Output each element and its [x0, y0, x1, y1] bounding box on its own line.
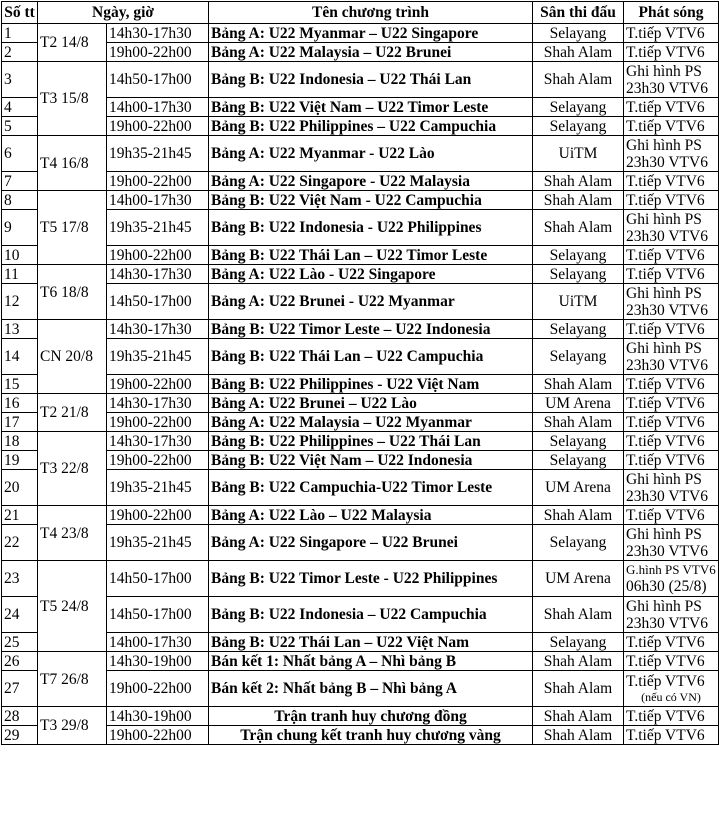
venue-cell: UM Arena [533, 561, 624, 597]
row-number: 13 [2, 320, 38, 339]
date-cell: T7 26/8 [38, 652, 107, 707]
venue-cell: Selayang [533, 98, 624, 117]
broadcast-line: T.tiếp VTV6 [626, 394, 705, 412]
date-cell: T2 21/8 [38, 394, 107, 432]
row-number: 18 [2, 432, 38, 451]
time-cell: 14h30-17h30 [107, 394, 209, 413]
row-number: 15 [2, 375, 38, 394]
program-cell: Bảng B: U22 Timor Leste – U22 Indonesia [209, 320, 533, 339]
table-row [2, 451, 719, 470]
row-number: 6 [2, 136, 38, 172]
program-cell: Trận chung kết tranh huy chương vàng [209, 726, 533, 745]
table-row [2, 210, 719, 246]
broadcast-line: T.tiếp VTV6 [626, 172, 705, 190]
table-row [2, 339, 719, 375]
row-number: 23 [2, 561, 38, 597]
row-number: 26 [2, 652, 38, 671]
time-cell: 19h00-22h00 [107, 375, 209, 394]
row-number: 22 [2, 525, 38, 561]
broadcast-line: Ghi hình PS [626, 339, 702, 357]
broadcast-cell [624, 432, 719, 451]
row-number: 8 [2, 191, 38, 210]
time-cell: 19h00-22h00 [107, 506, 209, 525]
broadcast-line: 23h30 VTV6 [626, 542, 708, 560]
date-cell: T3 15/8 [38, 62, 107, 136]
broadcast-cell [624, 191, 719, 210]
date-cell: T2 14/8 [38, 24, 107, 62]
program-cell: Bảng A: U22 Brunei - U22 Myanmar [209, 284, 533, 320]
table-row [2, 136, 719, 172]
row-number: 2 [2, 43, 38, 62]
broadcast-line: 23h30 VTV6 [626, 614, 708, 632]
row-number: 24 [2, 597, 38, 633]
venue-cell: Shah Alam [533, 726, 624, 745]
date-cell: T3 22/8 [38, 432, 107, 506]
broadcast-line: T.tiếp VTV6 [626, 375, 705, 393]
row-number: 17 [2, 413, 38, 432]
row-number: 29 [2, 726, 38, 745]
date-cell: T4 16/8 [38, 136, 107, 191]
table-row [2, 191, 719, 210]
table-row [2, 413, 719, 432]
broadcast-line: T.tiếp VTV6 [626, 652, 705, 670]
time-cell: 14h30-19h00 [107, 652, 209, 671]
broadcast-cell [624, 597, 719, 633]
row-number: 9 [2, 210, 38, 246]
time-cell: 14h00-17h30 [107, 191, 209, 210]
table-row [2, 284, 719, 320]
venue-cell: Selayang [533, 432, 624, 451]
table-row [2, 43, 719, 62]
program-cell: Bán kết 2: Nhất bảng B – Nhì bảng A [209, 671, 533, 707]
time-cell: 19h00-22h00 [107, 726, 209, 745]
broadcast-cell [624, 265, 719, 284]
broadcast-cell [624, 451, 719, 470]
venue-cell: Shah Alam [533, 62, 624, 98]
program-cell: Bảng A: U22 Malaysia – U22 Myanmar [209, 413, 533, 432]
broadcast-line: T.tiếp VTV6 [626, 451, 705, 469]
program-cell: Bảng B: U22 Philippines – U22 Campuchia [209, 117, 533, 136]
program-cell: Bảng B: U22 Thái Lan – U22 Việt Nam [209, 633, 533, 652]
broadcast-cell [624, 24, 719, 43]
venue-cell: Selayang [533, 265, 624, 284]
date-cell: T5 17/8 [38, 191, 107, 265]
broadcast-cell [624, 633, 719, 652]
program-cell: Bảng A: U22 Lào – U22 Malaysia [209, 506, 533, 525]
broadcast-cell [624, 652, 719, 671]
date-cell: CN 20/8 [38, 320, 107, 394]
time-cell: 14h50-17h00 [107, 561, 209, 597]
date-cell: T6 18/8 [38, 265, 107, 320]
program-cell: Bảng A: U22 Singapore – U22 Brunei [209, 525, 533, 561]
table-row [2, 172, 719, 191]
program-cell: Bảng B: U22 Indonesia – U22 Campuchia [209, 597, 533, 633]
broadcast-cell [624, 246, 719, 265]
venue-cell: Selayang [533, 525, 624, 561]
venue-cell: Shah Alam [533, 375, 624, 394]
time-cell: 19h35-21h45 [107, 525, 209, 561]
venue-cell: Shah Alam [533, 413, 624, 432]
broadcast-cell [624, 707, 719, 726]
row-number: 1 [2, 24, 38, 43]
broadcast-line: Ghi hình PS [626, 210, 702, 228]
row-number: 16 [2, 394, 38, 413]
row-number: 5 [2, 117, 38, 136]
broadcast-line: Ghi hình PS [626, 284, 702, 302]
time-cell: 14h50-17h00 [107, 597, 209, 633]
header-no: Số tt [2, 2, 38, 24]
broadcast-line: 23h30 VTV6 [626, 301, 708, 319]
broadcast-cell [624, 172, 719, 191]
broadcast-line: T.tiếp VTV6 [626, 432, 705, 450]
table-row [2, 633, 719, 652]
row-number: 7 [2, 172, 38, 191]
row-number: 3 [2, 62, 38, 98]
venue-cell: Selayang [533, 24, 624, 43]
venue-cell: UM Arena [533, 470, 624, 506]
broadcast-cell [624, 210, 719, 246]
broadcast-line: 23h30 VTV6 [626, 79, 708, 97]
broadcast-cell [624, 726, 719, 745]
table-row [2, 432, 719, 451]
venue-cell: Shah Alam [533, 671, 624, 707]
header-venue: Sân thi đấu [533, 2, 624, 24]
row-number: 12 [2, 284, 38, 320]
venue-cell: Shah Alam [533, 597, 624, 633]
program-cell: Bảng A: U22 Brunei – U22 Lào [209, 394, 533, 413]
broadcast-cell [624, 671, 719, 707]
row-number: 10 [2, 246, 38, 265]
broadcast-cell [624, 413, 719, 432]
broadcast-cell [624, 525, 719, 561]
time-cell: 14h30-17h30 [107, 320, 209, 339]
broadcast-cell [624, 98, 719, 117]
time-cell: 14h30-17h30 [107, 265, 209, 284]
venue-cell: UiTM [533, 284, 624, 320]
row-number: 11 [2, 265, 38, 284]
schedule-body [2, 24, 719, 745]
table-row [2, 394, 719, 413]
row-number: 28 [2, 707, 38, 726]
table-row [2, 62, 719, 98]
broadcast-line: Ghi hình PS [626, 597, 702, 615]
program-cell: Bảng A: U22 Malaysia – U22 Brunei [209, 43, 533, 62]
time-cell: 19h35-21h45 [107, 136, 209, 172]
table-row [2, 117, 719, 136]
broadcast-cell [624, 117, 719, 136]
broadcast-line: Ghi hình PS [626, 62, 702, 80]
venue-cell: UM Arena [533, 394, 624, 413]
time-cell: 19h00-22h00 [107, 117, 209, 136]
broadcast-cell [624, 320, 719, 339]
broadcast-line: (nếu có VN) [641, 689, 701, 704]
row-number: 27 [2, 671, 38, 707]
broadcast-line: T.tiếp VTV6 [626, 246, 705, 264]
broadcast-cell [624, 43, 719, 62]
broadcast-line: T.tiếp VTV6 [626, 43, 705, 61]
table-row [2, 726, 719, 745]
table-row [2, 525, 719, 561]
broadcast-line: 23h30 VTV6 [626, 153, 708, 171]
time-cell: 14h50-17h00 [107, 62, 209, 98]
venue-cell: Shah Alam [533, 172, 624, 191]
venue-cell: Shah Alam [533, 191, 624, 210]
table-row [2, 652, 719, 671]
table-row [2, 375, 719, 394]
broadcast-line: Ghi hình PS [626, 525, 702, 543]
broadcast-cell [624, 136, 719, 172]
time-cell: 19h35-21h45 [107, 339, 209, 375]
broadcast-line: 23h30 VTV6 [626, 487, 708, 505]
broadcast-cell [624, 375, 719, 394]
program-cell: Bảng B: U22 Indonesia – U22 Thái Lan [209, 62, 533, 98]
program-cell: Bảng B: U22 Philippines - U22 Việt Nam [209, 375, 533, 394]
broadcast-cell [624, 470, 719, 506]
time-cell: 14h00-17h30 [107, 633, 209, 652]
time-cell: 14h30-19h00 [107, 707, 209, 726]
broadcast-cell [624, 339, 719, 375]
program-cell: Bảng B: U22 Việt Nam – U22 Timor Leste [209, 98, 533, 117]
time-cell: 19h35-21h45 [107, 470, 209, 506]
broadcast-line: 23h30 VTV6 [626, 227, 708, 245]
venue-cell: Selayang [533, 320, 624, 339]
broadcast-cell [624, 62, 719, 98]
program-cell: Bảng B: U22 Timor Leste - U22 Philippines [209, 561, 533, 597]
program-cell: Bảng B: U22 Thái Lan – U22 Campuchia [209, 339, 533, 375]
table-row [2, 24, 719, 43]
table-row [2, 320, 719, 339]
program-cell: Bảng B: U22 Thái Lan – U22 Timor Leste [209, 246, 533, 265]
program-cell: Bảng A: U22 Singapore - U22 Malaysia [209, 172, 533, 191]
row-number: 21 [2, 506, 38, 525]
program-cell: Bảng A: U22 Lào - U22 Singapore [209, 265, 533, 284]
broadcast-line: T.tiếp VTV6 [626, 98, 705, 116]
table-row [2, 470, 719, 506]
program-cell: Bảng A: U22 Myanmar - U22 Lào [209, 136, 533, 172]
row-number: 20 [2, 470, 38, 506]
time-cell: 19h00-22h00 [107, 413, 209, 432]
broadcast-line: 06h30 (25/8) [626, 578, 707, 595]
broadcast-cell [624, 506, 719, 525]
venue-cell: Shah Alam [533, 506, 624, 525]
date-cell: T3 29/8 [38, 707, 107, 745]
venue-cell: Selayang [533, 117, 624, 136]
table-row [2, 561, 719, 597]
program-cell: Bảng B: U22 Campuchia-U22 Timor Leste [209, 470, 533, 506]
broadcast-line: G.hình PS VTV6 [626, 562, 716, 577]
broadcast-line: T.tiếp VTV6 [626, 24, 705, 42]
date-cell: T4 23/8 [38, 506, 107, 561]
table-row [2, 707, 719, 726]
venue-cell: Shah Alam [533, 43, 624, 62]
broadcast-cell [624, 561, 719, 597]
row-number: 14 [2, 339, 38, 375]
venue-cell: Shah Alam [533, 210, 624, 246]
time-cell: 19h00-22h00 [107, 671, 209, 707]
venue-cell: Selayang [533, 633, 624, 652]
table-row [2, 98, 719, 117]
venue-cell: Selayang [533, 339, 624, 375]
table-row [2, 597, 719, 633]
broadcast-line: T.tiếp VTV6 [626, 707, 705, 725]
time-cell: 19h35-21h45 [107, 210, 209, 246]
venue-cell: Selayang [533, 451, 624, 470]
time-cell: 14h50-17h00 [107, 284, 209, 320]
header-date: Ngày, giờ [38, 2, 209, 24]
table-row [2, 265, 719, 284]
header-row [2, 2, 719, 24]
time-cell: 14h00-17h30 [107, 98, 209, 117]
table-row [2, 506, 719, 525]
broadcast-line: T.tiếp VTV6 [626, 117, 705, 135]
time-cell: 14h30-17h30 [107, 432, 209, 451]
venue-cell: UiTM [533, 136, 624, 172]
broadcast-line: 23h30 VTV6 [626, 356, 708, 374]
program-cell: Trận tranh huy chương đồng [209, 707, 533, 726]
broadcast-line: T.tiếp VTV6 [626, 633, 705, 651]
broadcast-line: T.tiếp VTV6 [626, 320, 705, 338]
program-cell: Bảng B: U22 Philippines – U22 Thái Lan [209, 432, 533, 451]
header-program: Tên chương trình [209, 2, 533, 24]
row-number: 25 [2, 633, 38, 652]
date-cell: T5 24/8 [38, 561, 107, 652]
broadcast-line: T.tiếp VTV6 [626, 191, 705, 209]
broadcast-line: Ghi hình PS [626, 470, 702, 488]
broadcast-line: T.tiếp VTV6 [626, 265, 705, 283]
program-cell: Bán kết 1: Nhất bảng A – Nhì bảng B [209, 652, 533, 671]
time-cell: 19h00-22h00 [107, 172, 209, 191]
time-cell: 19h00-22h00 [107, 43, 209, 62]
time-cell: 19h00-22h00 [107, 451, 209, 470]
row-number: 19 [2, 451, 38, 470]
program-cell: Bảng B: U22 Việt Nam - U22 Campuchia [209, 191, 533, 210]
broadcast-line: T.tiếp VTV6 [626, 672, 705, 690]
table-row [2, 671, 719, 707]
venue-cell: Selayang [533, 246, 624, 265]
broadcast-cell [624, 284, 719, 320]
header-broadcast: Phát sóng [624, 2, 719, 24]
broadcast-line: T.tiếp VTV6 [626, 413, 705, 431]
broadcast-line: T.tiếp VTV6 [626, 506, 705, 524]
table-row [2, 246, 719, 265]
venue-cell: Shah Alam [533, 707, 624, 726]
schedule-table [1, 1, 719, 745]
program-cell: Bảng B: U22 Indonesia - U22 Philippines [209, 210, 533, 246]
row-number: 4 [2, 98, 38, 117]
venue-cell: Shah Alam [533, 652, 624, 671]
broadcast-cell [624, 394, 719, 413]
time-cell: 19h00-22h00 [107, 246, 209, 265]
time-cell: 14h30-17h30 [107, 24, 209, 43]
program-cell: Bảng B: U22 Việt Nam – U22 Indonesia [209, 451, 533, 470]
broadcast-line: Ghi hình PS [626, 136, 702, 154]
broadcast-line: T.tiếp VTV6 [626, 726, 705, 744]
program-cell: Bảng A: U22 Myanmar – U22 Singapore [209, 24, 533, 43]
